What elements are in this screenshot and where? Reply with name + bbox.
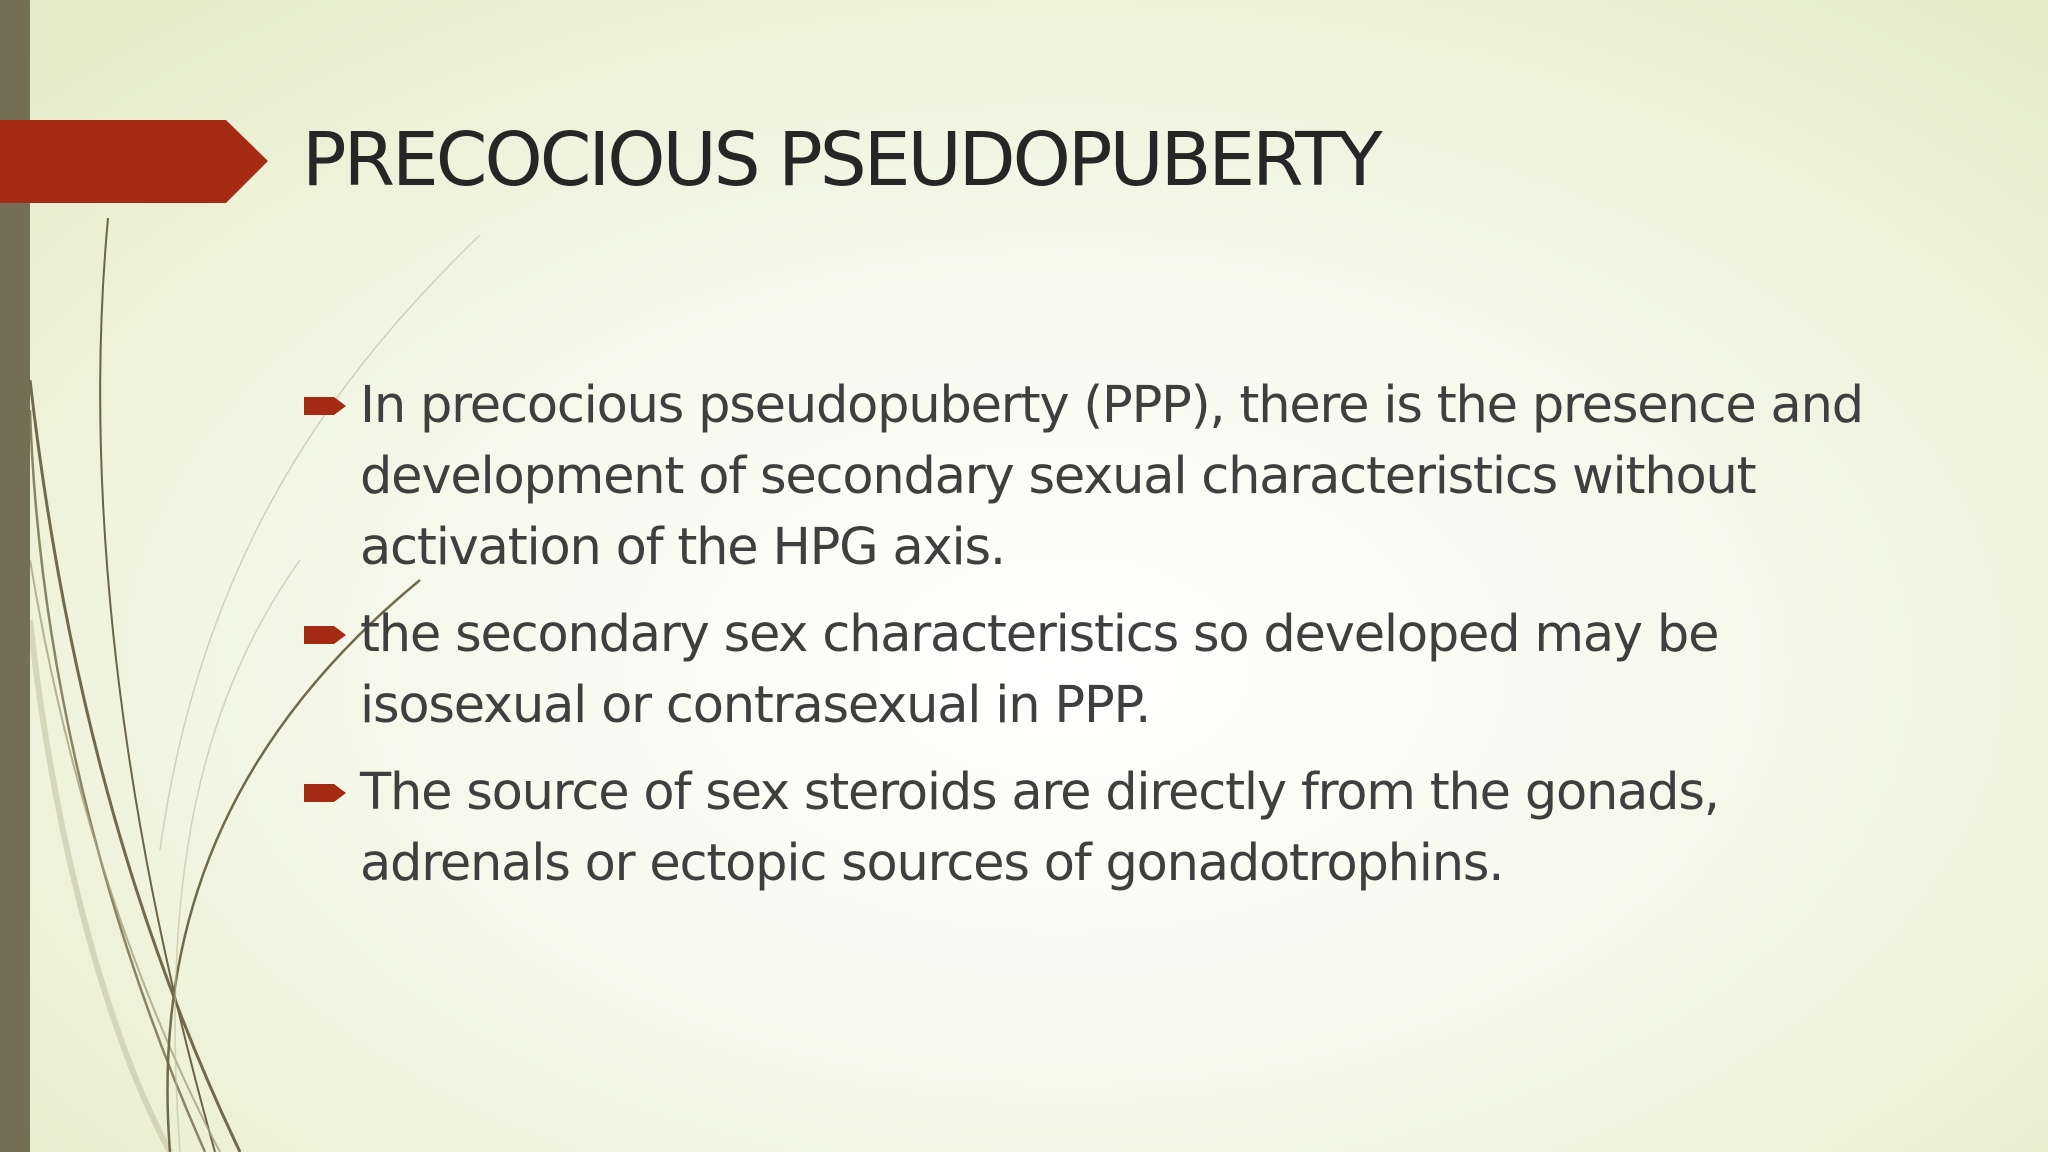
bullet-list [304,370,1924,915]
bullet-item [304,757,1924,899]
slide-title: PRECOCIOUS PSEUDOPUBERTY [302,117,1380,203]
bullet-text: The source of sex steroids are directly from the gonads, adrenals or ectopic sources of gonadotrophins. [360,763,1719,893]
arrow-right-icon [304,394,348,418]
bullet-item [304,599,1924,741]
pentagon-arrow-icon [0,0,272,210]
arrow-right-icon [304,623,348,647]
bullet-item [304,370,1924,583]
arrow-right-icon [304,781,348,805]
bullet-text: the secondary sex characteristics so developed may be isosexual or contrasexual in PPP. [360,605,1719,735]
bullet-text: In precocious pseudopuberty (PPP), there is the presence and development of secondary sexual characteristics without activation of the HPG axis. [360,376,1863,577]
